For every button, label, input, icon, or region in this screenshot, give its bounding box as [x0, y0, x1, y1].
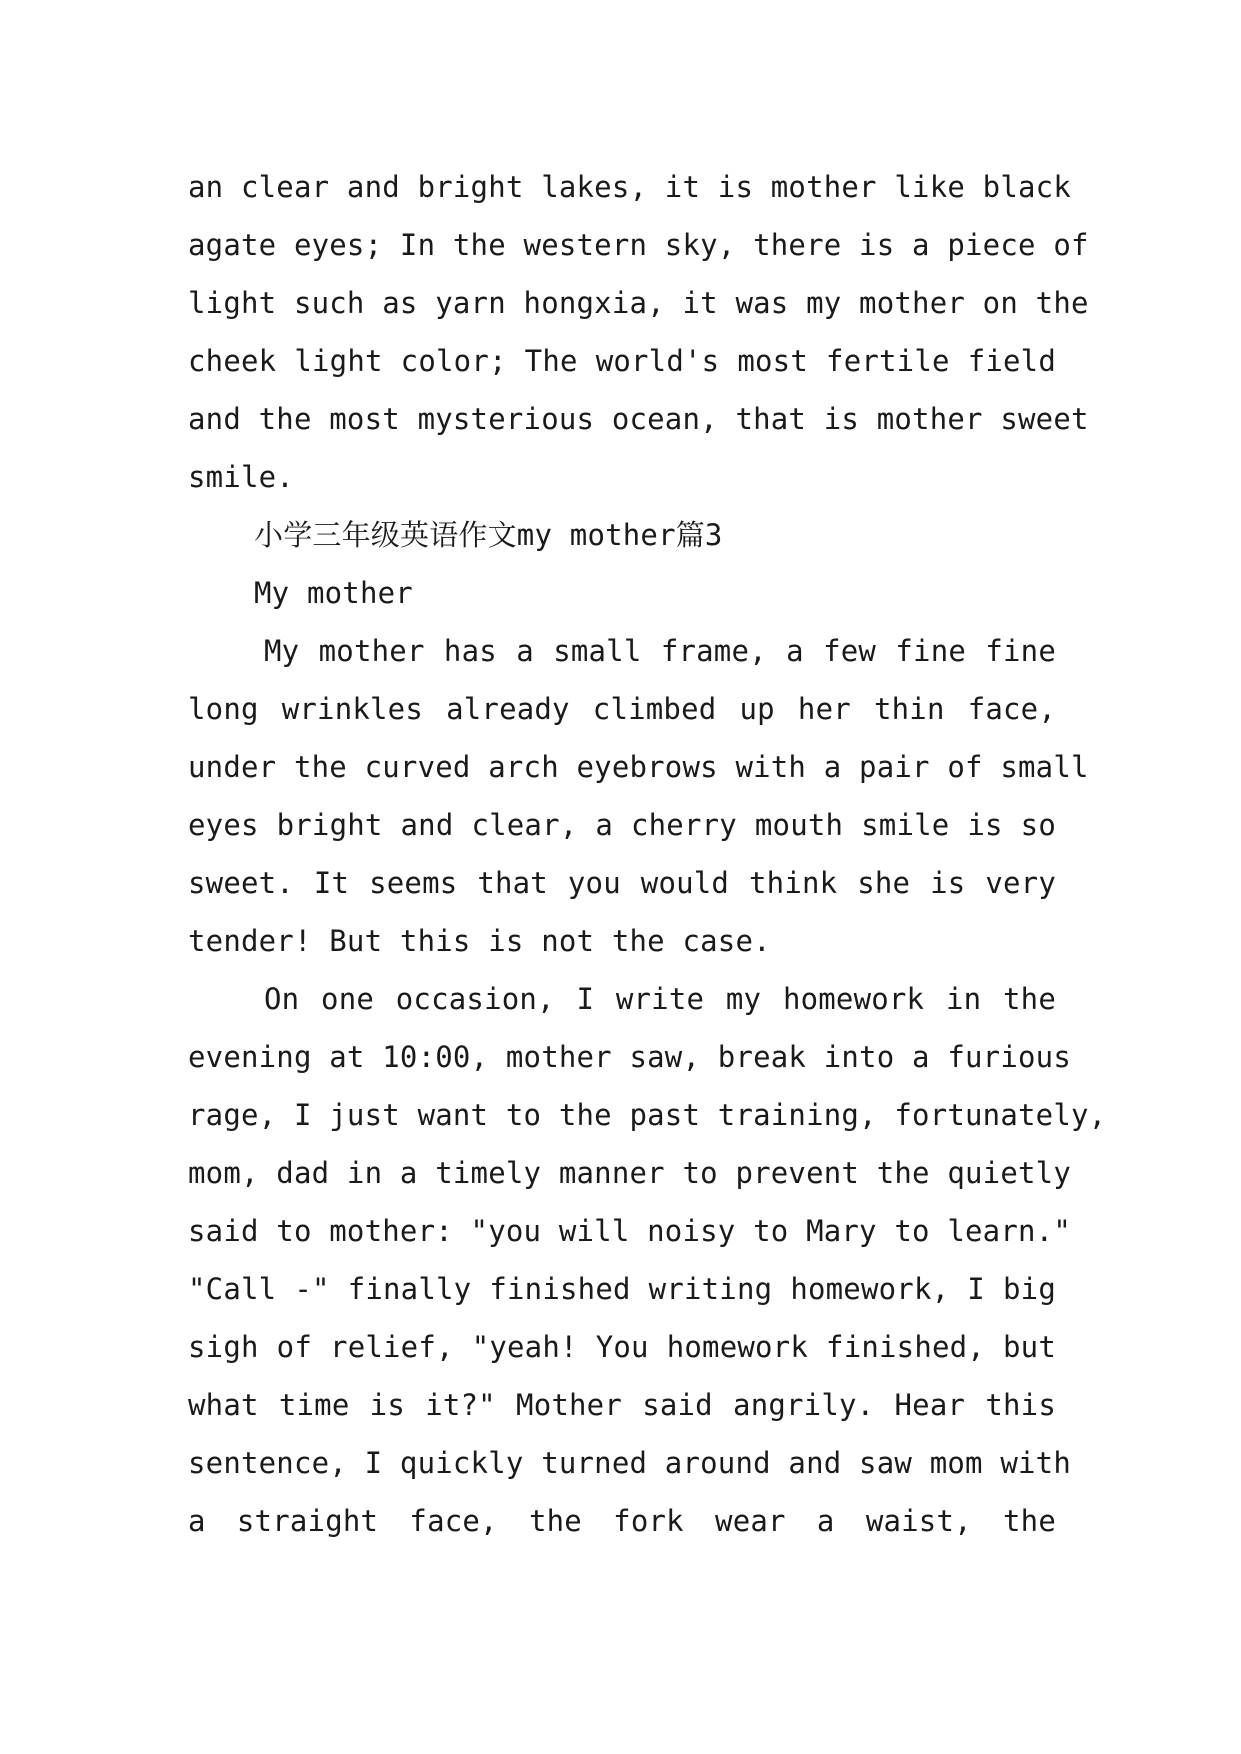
text-line: light such as yarn hongxia, it was my mother on the — [188, 286, 1089, 320]
text-line: My mother has a small frame, a few fine fine — [264, 634, 1056, 668]
text-line: sigh of relief, "yeah! You homework finished, but — [188, 1330, 1056, 1364]
text-line: a straight face, the fork wear a waist, the — [188, 1504, 1056, 1538]
text-line: an clear and bright lakes, it is mother like black — [188, 170, 1071, 204]
essay-title: My mother — [254, 576, 413, 610]
text-line: cheek light color; The world's most fertile field — [188, 344, 1056, 378]
text-line: sweet. It seems that you would think she is very — [188, 866, 1056, 900]
text-line: evening at 10:00, mother saw, break into a furious — [188, 1040, 1071, 1074]
text-line: tender! But this is not the case. — [188, 924, 771, 958]
text-line: said to mother: "you will noisy to Mary to learn." — [188, 1214, 1071, 1248]
text-line: smile. — [188, 460, 294, 494]
document-body — [188, 158, 1107, 1550]
text-line: agate eyes; In the western sky, there is a piece of — [188, 228, 1089, 262]
section-heading: 小学三年级英语作文my mother篇3 — [254, 518, 723, 552]
text-line: sentence, I quickly turned around and saw mom with — [188, 1446, 1071, 1480]
text-line: eyes bright and clear, a cherry mouth smile is so — [188, 808, 1056, 842]
text-line: mom, dad in a timely manner to prevent the quietly — [188, 1156, 1071, 1190]
text-line: and the most mysterious ocean, that is mother sweet — [188, 402, 1089, 436]
text-line: "Call -" finally finished writing homework, I big — [188, 1272, 1056, 1306]
text-line: On one occasion, I write my homework in the — [264, 982, 1056, 1016]
text-line: what time is it?" Mother said angrily. Hear this — [188, 1388, 1056, 1422]
text-line: under the curved arch eyebrows with a pair of small — [188, 750, 1089, 784]
text-line: rage, I just want to the past training, fortunately, — [188, 1098, 1107, 1132]
text-line: long wrinkles already climbed up her thin face, — [188, 692, 1056, 726]
